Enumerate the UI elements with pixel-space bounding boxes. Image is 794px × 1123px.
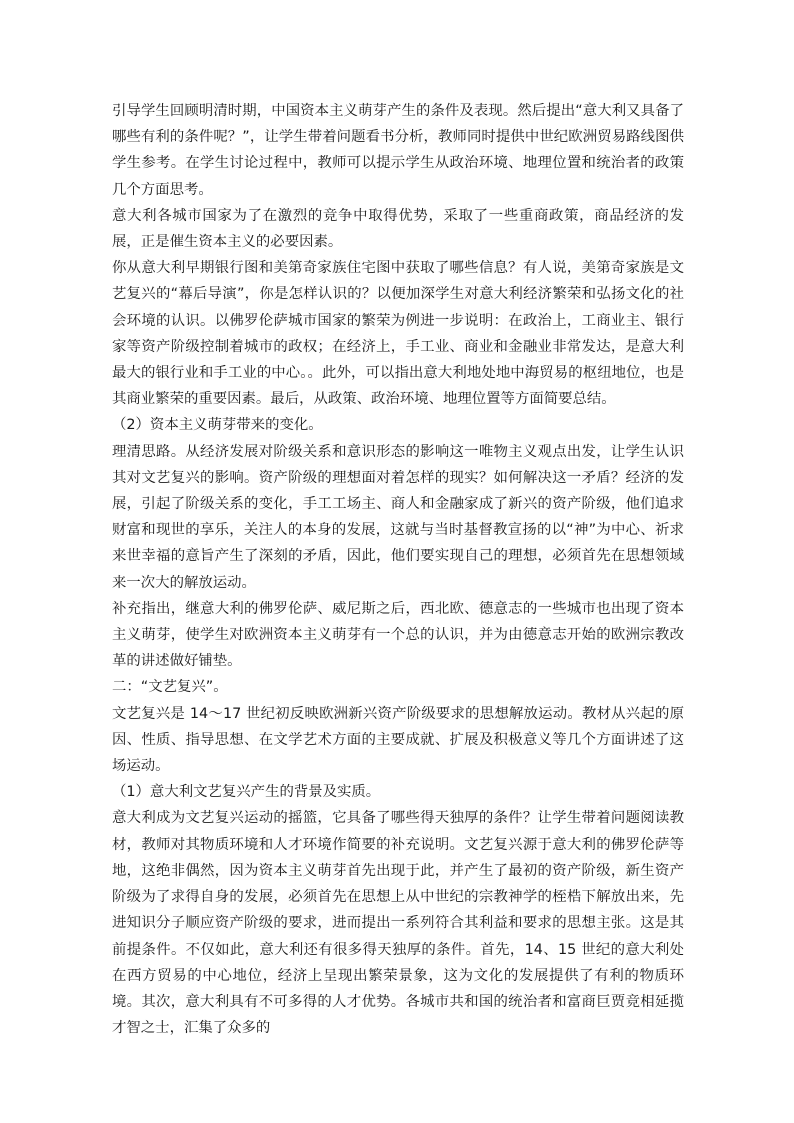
section-heading-renaissance: 二：“文艺复兴”。 [112,679,228,696]
paragraph-renaissance-definition: 文艺复兴是 14～17 世纪初反映欧洲新兴资产阶级要求的思想解放运动。教材从兴起的原因、性质、指导思想、在文学艺术方面的主要成就、扩展及积极意义等几个方面讲述了这场运动。 [112,705,684,775]
paragraph-italy-conditions: 意大利成为文艺复兴运动的摇篮，它具备了哪些得天独厚的条件？让学生带着问题阅读教材，教师对其物质环境和人才环境作简要的补充说明。文艺复兴源于意大利的佛罗伦萨等地，这绝非偶然，因为资本主义萌芽首先出现于此，并产生了最初的资产阶级，新生资产阶级为了求得自身的发展，必须首先在思想上从中世纪的宗教神学的桎梏下解放出来，先进知识分子顺应资产阶级的要求，进而提出一系列符合其利益和要求的思想主张。这是其前提条件。不仅如此，意大利还有很多得天独厚的条件。首先，14、15 世纪的意大利处在西方贸易的中心地位，经济上呈现出繁荣景象，这为文化的发展提供了有利的物质环境。其次，意大利具有不可多得的人才优势。各城市共和国的统治者和富商巨贾竞相延揽才智之士，汇集了众多的 [112,810,684,1037]
paragraph-mercantile-policy: 意大利各城市国家为了在激烈的竞争中取得优势，采取了一些重商政策，商品经济的发展，正是催生资本主义的必要因素。 [112,207,684,251]
subheading-italy-background: （1）意大利文艺复兴产生的背景及实质。 [112,784,381,801]
subheading-capitalism-changes: （2）资本主义萌芽带来的变化。 [112,417,323,434]
paragraph-intro: 引导学生回顾明清时期，中国资本主义萌芽产生的条件及表现。然后提出“意大利又具备了哪些有利的条件呢？”，让学生带着问题看书分析，教师同时提供中世纪欧洲贸易路线图供学生参考。在学生讨论过程中，教师可以提示学生从政治环境、地理位置和统治者的政策几个方面思考。 [112,103,684,198]
paragraph-class-relations: 理清思路。从经济发展对阶级关系和意识形态的影响这一唯物主义观点出发，让学生认识其对文艺复兴的影响。资产阶级的理想面对着怎样的现实？如何解决这一矛盾？经济的发展，引起了阶级关系的变化，手工工场主、商人和金融家成了新兴的资产阶级，他们追求财富和现世的享乐，关注人的本身的发展，这就与当时基督教宣扬的以“神”为中心、祈求来世幸福的意旨产生了深刻的矛盾，因此，他们要实现自己的理想，必须首先在思想领域来一次大的解放运动。 [112,443,684,591]
document-page [112,98,684,1041]
paragraph-supplement: 补充指出，继意大利的佛罗伦萨、威尼斯之后，西北欧、德意志的一些城市也出现了资本主义萌芽，使学生对欧洲资本主义萌芽有一个总的认识，并为由德意志开始的欧洲宗教改革的讲述做好铺垫。 [112,600,684,670]
paragraph-medici: 你从意大利早期银行图和美第奇家族住宅图中获取了哪些信息？有人说，美第奇家族是文艺复兴的“幕后导演”，你是怎样认识的？以便加深学生对意大利经济繁荣和弘扬文化的社会环境的认识。以佛罗伦萨城市国家的繁荣为例进一步说明：在政治上，工商业主、银行家等资产阶级控制着城市的政权；在经济上，手工业、商业和金融业非常发达，是意大利最大的银行业和手工业的中心。。此外，可以指出意大利地处地中海贸易的枢纽地位，也是其商业繁荣的重要因素。最后，从政策、政治环境、地理位置等方面简要总结。 [112,260,684,408]
